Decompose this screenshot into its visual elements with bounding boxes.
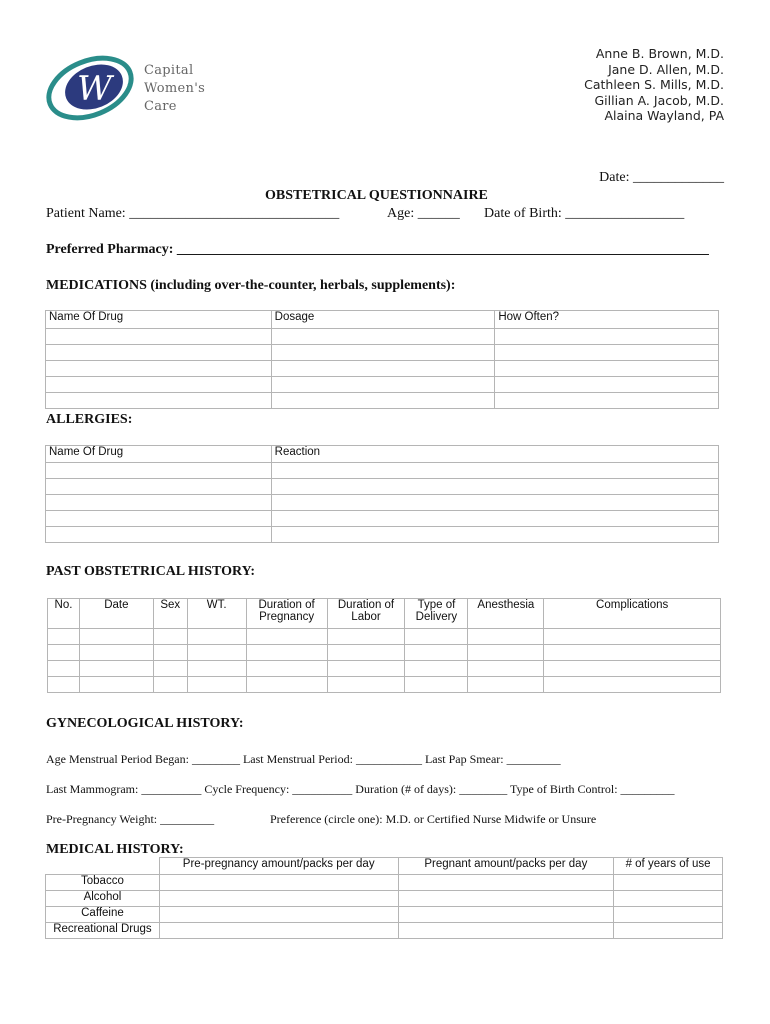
table-cell[interactable]	[46, 511, 272, 527]
table-cell[interactable]	[246, 629, 327, 645]
provider-preference-field[interactable]: Preference (circle one): M.D. or Certified Nurse Midwife or Unsure	[270, 812, 597, 826]
column-header: Duration of Labor	[327, 599, 405, 629]
table-cell[interactable]	[271, 463, 718, 479]
table-cell[interactable]	[48, 645, 80, 661]
table-cell[interactable]	[48, 661, 80, 677]
column-header: # of years of use	[614, 858, 723, 875]
table-cell[interactable]	[468, 645, 544, 661]
patient-name-field[interactable]: Patient Name: ______________________________	[46, 206, 340, 221]
doctor-name: Anne B. Brown, M.D.	[595, 46, 724, 61]
dob-field[interactable]: Date of Birth: _________________	[484, 206, 685, 221]
table-cell[interactable]	[79, 629, 153, 645]
table-row[interactable]	[46, 479, 719, 495]
table-row[interactable]	[48, 677, 721, 693]
table-cell[interactable]	[159, 875, 398, 891]
table-row[interactable]	[46, 393, 719, 409]
medical-history-table	[45, 857, 723, 939]
table-cell[interactable]	[614, 891, 723, 907]
column-header: WT.	[187, 599, 246, 629]
table-cell[interactable]	[405, 629, 468, 645]
table-cell[interactable]	[46, 329, 272, 345]
doctor-name: Jane D. Allen, M.D.	[608, 61, 724, 77]
column-header: Date	[79, 599, 153, 629]
table-cell[interactable]	[153, 661, 187, 677]
column-header: Complications	[544, 599, 721, 629]
logo-monogram: W	[77, 69, 112, 109]
medications-heading: MEDICATIONS (including over-the-counter, herbals, supplements):	[46, 278, 456, 293]
table-row[interactable]	[46, 907, 723, 923]
table-cell[interactable]	[246, 661, 327, 677]
table-cell[interactable]	[327, 629, 405, 645]
table-cell[interactable]	[79, 661, 153, 677]
gyn-line-menstrual[interactable]: Age Menstrual Period Began: ________ Last Menstrual Period: ___________ Last Pap Smear: _________	[46, 752, 561, 766]
table-cell[interactable]	[246, 645, 327, 661]
table-cell[interactable]	[398, 875, 614, 891]
table-cell[interactable]	[159, 891, 398, 907]
table-cell[interactable]	[46, 361, 272, 377]
table-header-row	[46, 311, 719, 329]
table-cell[interactable]	[271, 377, 495, 393]
table-cell[interactable]	[405, 661, 468, 677]
table-cell[interactable]	[495, 329, 719, 345]
row-label: Tobacco	[46, 875, 160, 891]
medical-heading: MEDICAL HISTORY:	[46, 842, 184, 857]
logo	[44, 52, 214, 124]
table-cell[interactable]	[159, 923, 398, 939]
table-cell[interactable]	[398, 907, 614, 923]
page-title: OBSTETRICAL QUESTIONNAIRE	[265, 188, 488, 203]
gyn-line-mammogram[interactable]: Last Mammogram: __________ Cycle Frequency: __________ Duration (# of days): ________ Type of Birth Control: _________	[46, 782, 675, 796]
table-cell[interactable]	[544, 629, 721, 645]
column-header: Pre-pregnancy amount/packs per day	[159, 858, 398, 875]
table-cell[interactable]	[495, 377, 719, 393]
table-cell[interactable]	[614, 875, 723, 891]
obstetric-table	[47, 598, 721, 693]
row-label: Alcohol	[46, 891, 160, 907]
table-cell[interactable]	[46, 495, 272, 511]
doctor-name: Alaina Wayland, PA	[604, 108, 724, 123]
table-cell[interactable]	[468, 629, 544, 645]
table-row[interactable]	[46, 511, 719, 527]
table-row[interactable]	[46, 377, 719, 393]
table-cell[interactable]	[544, 677, 721, 693]
table-cell[interactable]	[271, 361, 495, 377]
column-header: Name Of Drug	[46, 446, 272, 463]
table-cell[interactable]	[327, 645, 405, 661]
table-cell[interactable]	[398, 923, 614, 939]
table-cell[interactable]	[246, 677, 327, 693]
pre-pregnancy-weight-field[interactable]: Pre-Pregnancy Weight: _________	[46, 812, 215, 826]
column-header: Sex	[153, 599, 187, 629]
column-header: Anesthesia	[468, 599, 544, 629]
table-row[interactable]	[48, 629, 721, 645]
column-header: No.	[48, 599, 80, 629]
gyn-heading: GYNECOLOGICAL HISTORY:	[46, 716, 244, 731]
table-cell[interactable]	[46, 463, 272, 479]
table-cell[interactable]	[271, 393, 495, 409]
table-cell[interactable]	[405, 645, 468, 661]
table-cell[interactable]	[495, 345, 719, 361]
row-label: Caffeine	[46, 907, 160, 923]
doctor-list	[584, 46, 724, 124]
table-header-row	[46, 858, 723, 875]
table-row[interactable]	[46, 345, 719, 361]
table-cell[interactable]	[46, 527, 272, 543]
column-header: Type of Delivery	[405, 599, 468, 629]
table-cell[interactable]	[79, 677, 153, 693]
table-row[interactable]	[46, 495, 719, 511]
table-cell[interactable]	[46, 479, 272, 495]
column-header: Dosage	[271, 311, 495, 329]
table-cell[interactable]	[153, 645, 187, 661]
row-label: Recreational Drugs	[46, 923, 160, 939]
column-header: Pregnant amount/packs per day	[398, 858, 614, 875]
table-row[interactable]	[46, 329, 719, 345]
date-field[interactable]: Date: _____________	[599, 170, 724, 185]
table-cell[interactable]	[271, 511, 718, 527]
table-cell[interactable]	[48, 629, 80, 645]
table-cell[interactable]	[46, 393, 272, 409]
column-header: Duration of Pregnancy	[246, 599, 327, 629]
allergies-table	[45, 445, 719, 543]
age-field[interactable]: Age: ______	[387, 206, 460, 221]
table-cell[interactable]	[468, 677, 544, 693]
table-cell[interactable]	[398, 891, 614, 907]
table-row[interactable]	[46, 923, 723, 939]
table-cell[interactable]	[271, 495, 718, 511]
table-header-row	[48, 599, 721, 629]
table-cell[interactable]	[46, 345, 272, 361]
logo-line-1: Capital	[144, 63, 194, 78]
table-cell[interactable]	[153, 677, 187, 693]
table-cell[interactable]	[187, 645, 246, 661]
column-header: Name Of Drug	[46, 311, 272, 329]
allergies-heading: ALLERGIES:	[46, 412, 133, 427]
table-cell[interactable]	[544, 645, 721, 661]
table-cell[interactable]	[187, 629, 246, 645]
medications-table	[45, 310, 719, 409]
table-row[interactable]	[46, 875, 723, 891]
table-cell[interactable]	[187, 677, 246, 693]
table-cell[interactable]	[495, 393, 719, 409]
table-row[interactable]	[46, 361, 719, 377]
column-header: How Often?	[495, 311, 719, 329]
table-cell[interactable]	[271, 329, 495, 345]
logo-line-2: Women's	[144, 81, 206, 96]
table-cell[interactable]	[614, 907, 723, 923]
table-cell[interactable]	[79, 645, 153, 661]
table-cell[interactable]	[271, 345, 495, 361]
table-cell[interactable]	[544, 661, 721, 677]
column-header: Reaction	[271, 446, 718, 463]
table-header-row	[46, 446, 719, 463]
table-row[interactable]	[48, 645, 721, 661]
table-cell[interactable]	[48, 677, 80, 693]
doctor-name: Gillian A. Jacob, M.D.	[594, 92, 724, 108]
table-cell[interactable]	[187, 661, 246, 677]
table-cell[interactable]	[327, 677, 405, 693]
table-cell[interactable]	[159, 907, 398, 923]
table-cell[interactable]	[46, 377, 272, 393]
table-cell[interactable]	[495, 361, 719, 377]
table-cell[interactable]	[405, 677, 468, 693]
obstetric-heading: PAST OBSTETRICAL HISTORY:	[46, 564, 256, 579]
table-row[interactable]	[46, 527, 719, 543]
logo-line-3: Care	[144, 99, 177, 114]
table-cell[interactable]	[271, 527, 718, 543]
table-row[interactable]	[48, 661, 721, 677]
pharmacy-field[interactable]: Preferred Pharmacy: ____________________________________________________________________________	[46, 242, 709, 257]
logo-emblem-icon	[44, 52, 136, 124]
table-cell[interactable]	[468, 661, 544, 677]
doctor-name: Cathleen S. Mills, M.D.	[584, 77, 724, 92]
table-cell[interactable]	[614, 923, 723, 939]
table-cell[interactable]	[271, 479, 718, 495]
blank-header-cell	[46, 858, 160, 875]
table-cell[interactable]	[327, 661, 405, 677]
table-row[interactable]	[46, 891, 723, 907]
table-cell[interactable]	[153, 629, 187, 645]
table-row[interactable]	[46, 463, 719, 479]
